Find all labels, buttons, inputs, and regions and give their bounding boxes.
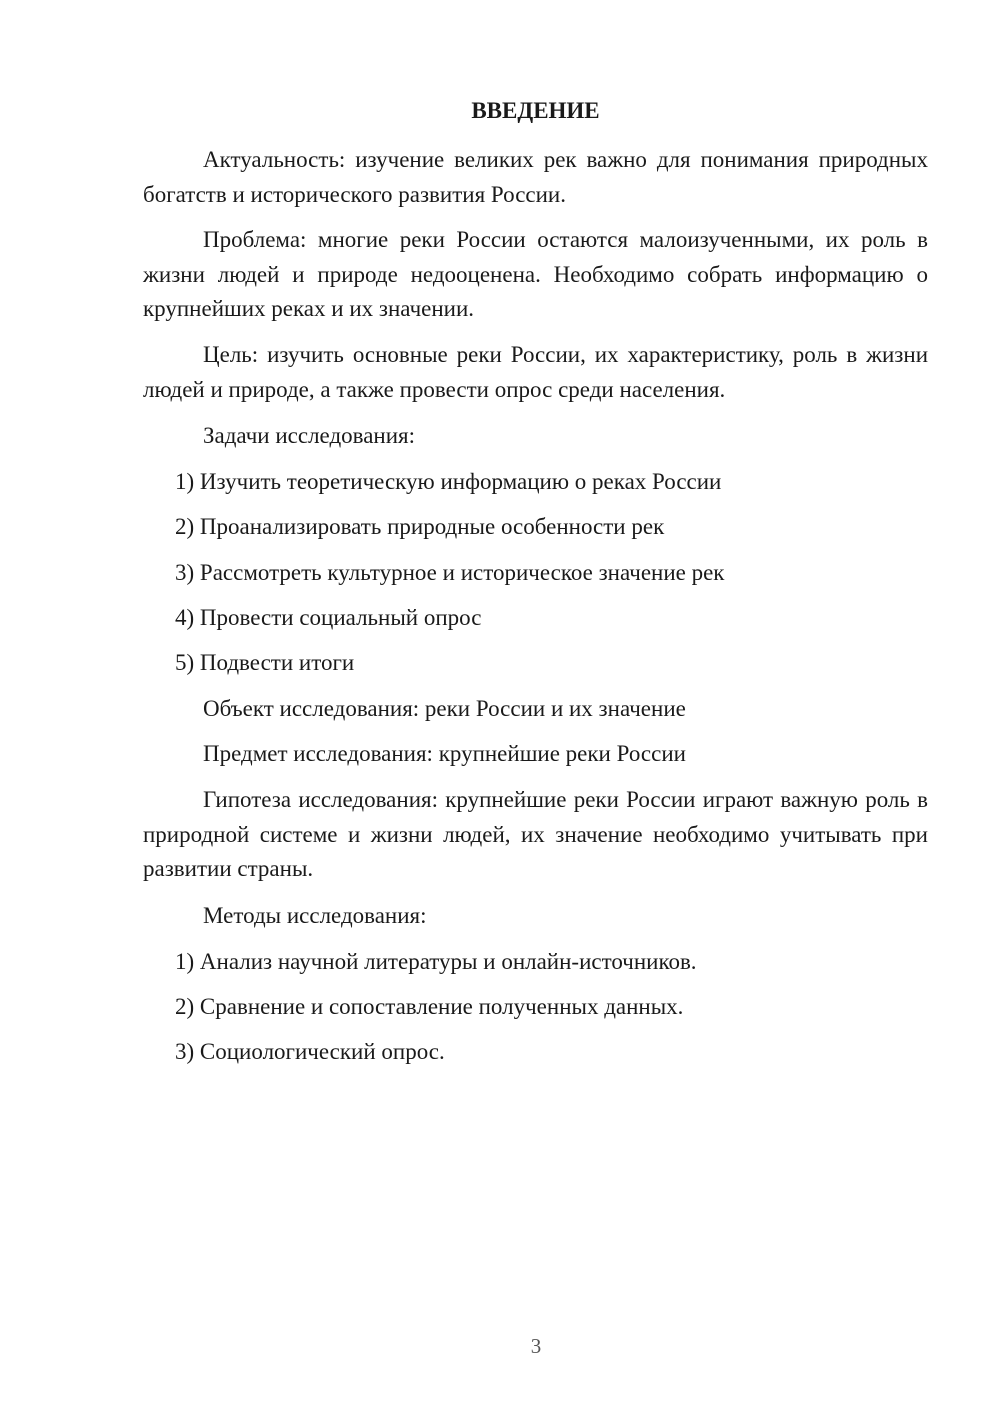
method-item: 1) Анализ научной литературы и онлайн-источников. xyxy=(175,949,697,974)
section-title: ВВЕДЕНИЕ xyxy=(471,98,600,123)
research-object: Объект исследования: реки России и их значение xyxy=(203,696,686,721)
task-item: 4) Провести социальный опрос xyxy=(175,605,482,630)
relevance-paragraph: Актуальность: изучение великих рек важно для понимания природных богатств и исторического развития России. xyxy=(143,147,928,207)
method-item: 2) Сравнение и сопоставление полученных данных. xyxy=(175,994,684,1019)
hypothesis-paragraph: Гипотеза исследования: крупнейшие реки России играют важную роль в природной системе и жизни людей, их значение необходимо учитывать при развитии страны. xyxy=(143,787,928,881)
research-subject: Предмет исследования: крупнейшие реки России xyxy=(203,741,686,766)
task-item: 1) Изучить теоретическую информацию о реках России xyxy=(175,469,722,494)
methods-heading: Методы исследования: xyxy=(203,903,427,928)
task-item: 2) Проанализировать природные особенности рек xyxy=(175,514,665,539)
problem-paragraph: Проблема: многие реки России остаются малоизученными, их роль в жизни людей и природе недооценена. Необходимо собрать информацию о крупнейших реках и их значении. xyxy=(143,227,928,321)
tasks-heading: Задачи исследования: xyxy=(203,423,416,448)
method-item: 3) Социологический опрос. xyxy=(175,1039,445,1064)
page-number: 3 xyxy=(530,1334,542,1358)
goal-paragraph: Цель: изучить основные реки России, их характеристику, роль в жизни людей и природе, а также провести опрос среди населения. xyxy=(143,342,928,402)
task-item: 5) Подвести итоги xyxy=(175,650,355,675)
task-item: 3) Рассмотреть культурное и историческое значение рек xyxy=(175,560,725,585)
